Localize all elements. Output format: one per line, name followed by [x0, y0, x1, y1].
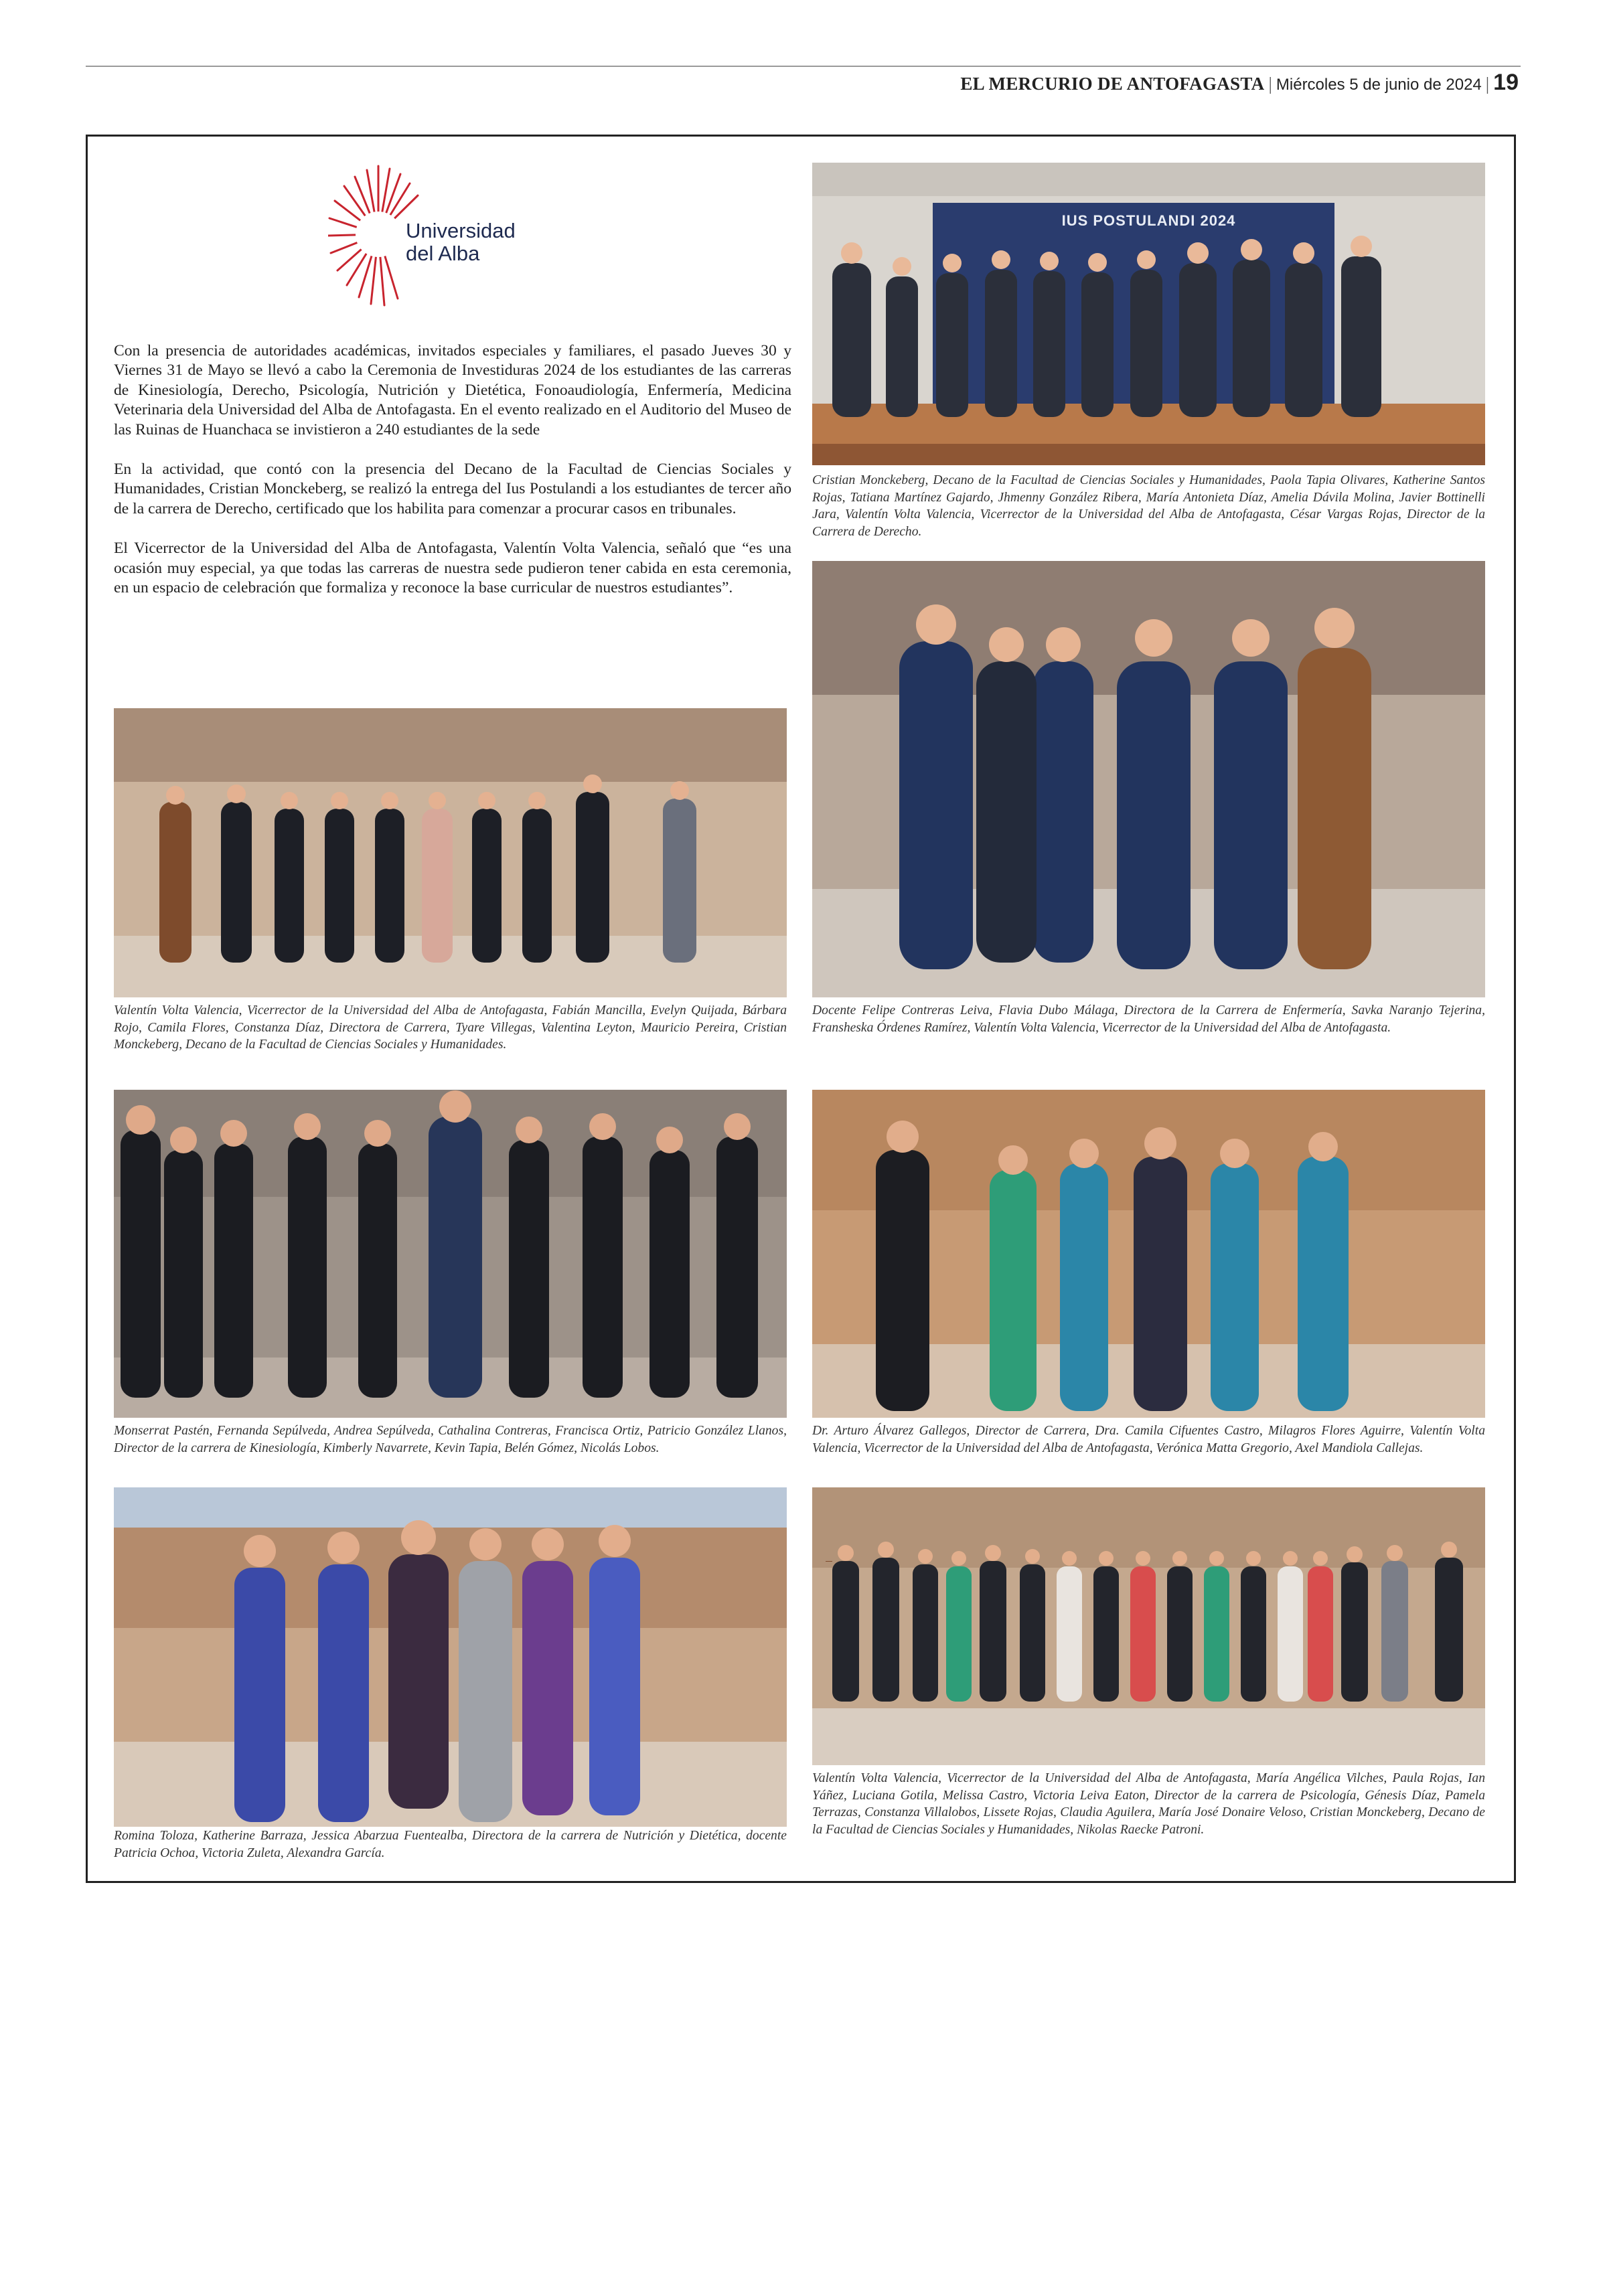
- publication-date: Miércoles 5 de junio de 2024: [1276, 76, 1482, 94]
- caption-derecho: Cristian Monckeberg, Decano de la Facultad de Ciencias Sociales y Humanidades, Paola Tapia Olivares, Katherine Santos Rojas, Tatiana Martínez Gajardo, Jhmenny González Ribera, María Antonieta Díaz, Amelia Dávila Molina, Javier Bottinelli Jara, Valentín Volta Valencia, Vicerrector de la Universidad del Alba de Antofagasta, César Vargas Rojas, Director de la Carrera de Derecho.: [812, 473, 1485, 539]
- photo-kinesiologia-group: [114, 1090, 787, 1418]
- caption-enfermeria: Docente Felipe Contreras Leiva, Flavia Dubo Málaga, Directora de la Carrera de Enfermería, Savka Naranjo Tejerina, Fransheska Órdenes Ramírez, Valentín Volta Valencia, Vicerrector de la Universidad del Alba de Antofagasta.: [812, 1003, 1485, 1035]
- logo-line-1: Universidad: [406, 219, 516, 242]
- photo-derecho-ceremony: [812, 163, 1485, 465]
- photo-group-black-uniforms: [114, 708, 787, 997]
- caption-kinesiologia: Monserrat Pastén, Fernanda Sepúlveda, Andrea Sepúlveda, Cathalina Contreras, Francisca Ortiz, Patricio González Llanos, Director de la carrera de Kinesiología, Kimberly Navarrete, Kevin Tapia, Belén Gómez, Nicolás Lobos.: [114, 1424, 787, 1455]
- article-paragraph: El Vicerrector de la Universidad del Alba de Antofagasta, Valentín Volta Valencia, señaló que “es una ocasión muy especial, ya que todas las carreras de nuestra sede pudieron tener cabida en esta ceremonia, en un espacio de celebración que formaliza y reconoce la base curricular de nuestros estudiantes”.: [114, 540, 791, 597]
- publication-name: EL MERCURIO DE ANTOFAGASTA: [960, 74, 1265, 94]
- caption-grupo-negro: Valentín Volta Valencia, Vicerrector de la Universidad del Alba de Antofagasta, Fabián Mancilla, Evelyn Quijada, Bárbara Rojo, Camila Flores, Constanza Díaz, Directora de Carrera, Tyare Villegas, Valentina Leyton, Mauricio Pereira, Cristian Monckeberg, Decano de la Facultad de Ciencias Sociales y Humanidades.: [114, 1003, 787, 1052]
- masthead-separator: |: [1485, 74, 1490, 94]
- caption-psicologia: Valentín Volta Valencia, Vicerrector de la Universidad del Alba de Antofagasta, María Angélica Vilches, Paula Rojas, Ian Yáñez, Luciana Gotila, Melissa Castro, Victoria Leiva Eaton, Director de la carrera de Psicología, Génesis Díaz, Pamela Terrazas, Constanza Villalobos, Lissete Rojas, Claudia Aguilera, María José Donaire Veloso, Cristian Monckeberg, Decano de la Facultad de Ciencias Sociales y Humanidades, Nikolas Raecke Patroni.: [812, 1771, 1485, 1837]
- photo-psicologia-group: [812, 1487, 1485, 1765]
- universidad-del-alba-logo: [328, 161, 549, 321]
- caption-nutricion: Romina Toloza, Katherine Barraza, Jessica Abarzua Fuentealba, Directora de la carrera de Nutrición y Dietética, docente Patricia Ochoa, Victoria Zuleta, Alexandra García.: [114, 1829, 787, 1860]
- article-body: [114, 341, 791, 618]
- page-number: 19: [1493, 70, 1519, 95]
- caption-veterinaria: Dr. Arturo Álvarez Gallegos, Director de Carrera, Dra. Camila Cifuentes Castro, Milagros Flores Aguirre, Valentín Volta Valencia, Vicerrector de la Universidad del Alba de Antofagasta, Verónica Matta Gregorio, Axel Mandiola Callejas.: [812, 1424, 1485, 1455]
- photo-nutricion-group: [114, 1487, 787, 1827]
- photo-veterinaria-group: [812, 1090, 1485, 1418]
- ius-postulandi-banner: IUS POSTULANDI 2024: [1061, 212, 1236, 229]
- masthead-separator: |: [1268, 74, 1272, 94]
- masthead: [960, 70, 1519, 96]
- logo-wordmark: [406, 220, 516, 265]
- article-paragraph: En la actividad, que contó con la presencia del Decano de la Facultad de Ciencias Sociales y Humanidades, Cristian Monckeberg, se realizó la entrega del Ius Postulandi a los estudiantes de tercer año de la carrera de Derecho, certificado que los habilita para comenzar a procurar casos en tribunales.: [114, 461, 791, 517]
- header-rule: [86, 66, 1521, 67]
- logo-line-2: del Alba: [406, 242, 480, 265]
- photo-enfermeria-group: [812, 561, 1485, 997]
- article-paragraph: Con la presencia de autoridades académicas, invitados especiales y familiares, el pasado Jueves 30 y Viernes 31 de Mayo se llevó a cabo la Ceremonia de Investiduras 2024 de los estudiantes de las carreras de Kinesiología, Derecho, Psicología, Nutrición y Dietética, Fonoaudiología, Enfermería, Medicina Veterinaria dela Universidad del Alba de Antofagasta. En el evento realizado en el Auditorio del Museo de las Ruinas de Huanchaca se invistieron a 240 estudiantes de la sede: [114, 342, 791, 438]
